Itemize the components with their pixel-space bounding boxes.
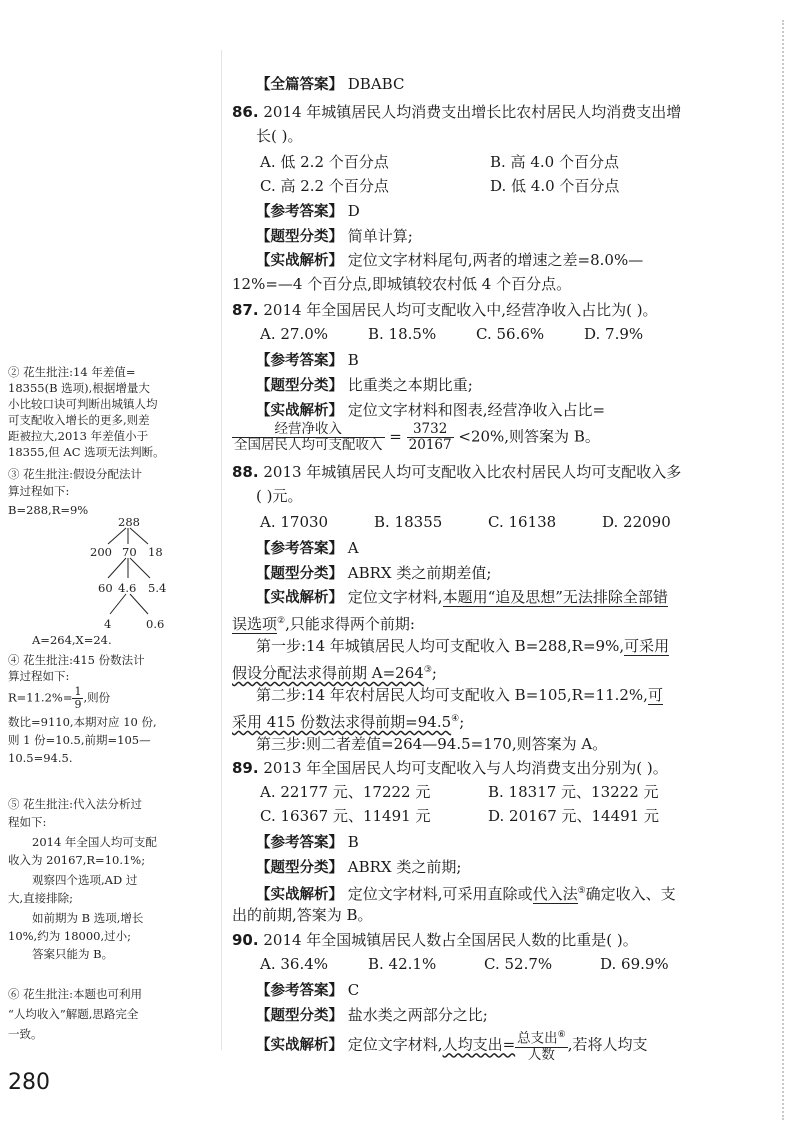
- tree-l2: 60: [98, 581, 113, 595]
- page-number: 280: [8, 1070, 50, 1095]
- q88-analysis-1: 【实战解析】 定位文字材料,本题用“追及思想”无法排除全部错: [256, 588, 668, 606]
- q89-option-a: A. 22177 元、17222 元: [260, 783, 431, 801]
- q90-option-c: C. 52.7%: [484, 955, 553, 973]
- q86-analysis-1: 【实战解析】 定位文字材料尾句,两者的增速之差=8.0%—: [256, 251, 644, 269]
- q88-analysis-2: 误选项②,只能求得两个前期:: [232, 615, 415, 633]
- q89-option-d: D. 20167 元、14491 元: [488, 807, 659, 825]
- dotted-guide-line: [782, 20, 784, 1120]
- all-answers: 【全篇答案】 DBABC: [256, 75, 405, 93]
- q87-type: 【题型分类】 比重类之本期比重;: [256, 376, 473, 394]
- tree-r2: 5.4: [148, 581, 167, 595]
- q90-option-d: D. 69.9%: [600, 955, 669, 973]
- q87-option-a: A. 27.0%: [260, 325, 329, 343]
- tree-root: 288: [118, 515, 140, 529]
- q86-option-d: D. 低 4.0 个百分点: [490, 177, 620, 195]
- q88-step-2a: 第二步:14 年农村居民人均可支配收入 B=105,R=11.2%,可: [256, 686, 663, 704]
- q87-analysis-1: 【实战解析】 定位文字材料和图表,经营净收入占比=: [256, 401, 606, 419]
- q89-type: 【题型分类】 ABRX 类之前期;: [256, 858, 462, 876]
- q90-reference-answer: 【参考答案】 C: [256, 981, 360, 999]
- q87-reference-answer: 【参考答案】 B: [256, 351, 359, 369]
- q86-type: 【题型分类】 简单计算;: [256, 227, 413, 245]
- tree-m1: 70: [122, 545, 137, 559]
- q86-option-b: B. 高 4.0 个百分点: [490, 153, 619, 171]
- q89-reference-answer: 【参考答案】 B: [256, 833, 359, 851]
- q88-step-3: 第三步:则二者差值=264—94.5=170,则答案为 A。: [256, 735, 608, 753]
- q88-stem-2: ( )元。: [256, 487, 303, 505]
- q86-option-a: A. 低 2.2 个百分点: [260, 153, 389, 171]
- q88-type: 【题型分类】 ABRX 类之前期差值;: [256, 564, 492, 582]
- q88-step-1a: 第一步:14 年城镇居民人均可支配收入 B=288,R=9%,可采用: [256, 637, 670, 655]
- q86-reference-answer: 【参考答案】 D: [256, 202, 360, 220]
- q86-stem-2: 长( )。: [256, 127, 303, 145]
- q89-analysis-2: 出的前期,答案为 B。: [232, 906, 373, 924]
- document-page: 【全篇答案】 DBABC 86. 2014 年城镇居民人均消费支出增长比农村居民人均消费支出增 长( )。 A. 低 2.2 个百分点 B. 高 4.0 个百分点 C. 高 2.2 个百分点 D. 低 4.0 个百分点 【参考答案】 D 【题型分类】 简单计算; 【实战解析】 定位文字材料尾句,两者的增速之差=8.0%— 12%=—4 个百分点,即城镇较农村低 4 个百分点。 87. 2014 年全国居民人均可支配收入中,经营净收入占比为( )。 A. 27.0% B. 18.5% C. 56.6% D. 7.9% 【参考答案】 B 【题型分类】 比重类之本期比重; 【实战解析】 定位文字材料和图表,经营净收入占比= $\frac{\text{经营净收入}}{\text{全国居民人均可支配收入}}$ = $\frac{3732}{20167}$ <20%,则答案为 B。 88. 2013 年城镇居民人均可支配收入比农村居民人均可支配收入多 ( )元。 A. 17030 B. 18355 C. 16138 D. 22090 【参考答案】 A 【题型分类】 ABRX 类之前期差值; 【实战解析】 定位文字材料,本题用“追及思想”无法排除全部错 误选项②,只能求得两个前期: 第一步:14 年城镇居民人均可支配收入 B=288,R=9%,可采用 假设分配法求得前期 A=264③; 第二步:14 年农村居民人均可支配收入 B=105,R=11.2%,可 采用 415 份数法求得前期=94.5④; 第三步:则二者差值=264—94.5=170,则答案为 A。 89. 2013 年全国居民人均可支配收入与人均消费支出分别为( )。 A. 22177 元、17222 元 B. 18317 元、13222 元 C. 16367 元、11491 元 D. 20167 元、14491 元 【参考答案】 B 【题型分类】 ABRX 类之前期; 【实战解析】 定位文字材料,可采用直除或代入法⑤确定收入、支 出的前期,答案为 B。 90. 2014 年全国城镇居民人数占全国居民人数的比重是( )。 A. 36.4% B. 42.1% C. 52.7% D. 69.9% 【参考答案】 C 【题型分类】 盐水类之两部分之比; 【实战解析】 定位文字材料,人均支出= $\frac{总支出^⑥}{\text{人数}}$ ,若将人均支 ② 花生批注:14 年差值= 18355(B 选项),根据增量大 小比较口诀可判断出城镇人均 可支配收入增长的更多,则差 距被拉大,2013 年差值小于 18355,但 AC 选项无法判断。 ③ 花生批注:假设分配法计 算过程如下: B=288,R=9% 288 200 70 18 60 4.6 5.4 4 0.6 A=264,X=24. ④ 花生批注:415 份数法计 算过程如下: R=11.2%= $\frac{1}{9}$ ,则份 数比=9110,本期对应 10 份, 则 1 份=10.5,前期=105— 10.5=94.5. ⑤ 花生批注:代入法分析过 程如下: 2014 年全国人均可支配 收入为 20167,R=10.1%; 观察四个选项,AD 过 大,直接排除; 如前期为 B 选项,增长 10%,约为 18000,过小; 答案只能为 B。 ⑥ 花生批注:本题也可利用 “人均收入”解题,思路完全 一致。 280: [0, 0, 800, 1131]
- q88-step-1b: 假设分配法求得前期 A=264③;: [232, 664, 437, 682]
- q89-option-c: C. 16367 元、11491 元: [260, 807, 431, 825]
- allocation-tree-diagram: [60, 514, 200, 634]
- q90-type: 【题型分类】 盐水类之两部分之比;: [256, 1006, 488, 1024]
- tree-l3: 4: [104, 617, 112, 631]
- q86-analysis-2: 12%=—4 个百分点,即城镇较农村低 4 个百分点。: [232, 275, 572, 293]
- q88-stem-1: 88. 2013 年城镇居民人均可支配收入比农村居民人均可支配收入多: [232, 463, 682, 481]
- q88-option-a: A. 17030: [260, 513, 329, 531]
- q90-option-b: B. 42.1%: [368, 955, 437, 973]
- q86-stem-1: 86. 2014 年城镇居民人均消费支出增长比农村居民人均消费支出增: [232, 103, 682, 121]
- q87-option-b: B. 18.5%: [368, 325, 437, 343]
- q89-stem-1: 89. 2013 年全国居民人均可支配收入与人均消费支出分别为( )。: [232, 759, 668, 777]
- q87-fraction-1: $\frac{\text{经营净收入}}{\text{全国居民人均可支配收入}}$: [234, 421, 383, 453]
- margin-divider: [221, 50, 222, 1050]
- q87-analysis-formula: $\frac{\text{经营净收入}}{\text{全国居民人均可支配收入}}$ = $\frac{3732}{20167}$ <20%,则答案为 B。: [234, 421, 600, 453]
- q88-option-b: B. 18355: [374, 513, 443, 531]
- q87-option-c: C. 56.6%: [476, 325, 545, 343]
- q87-fraction-2: $\frac{3732}{20167}$: [408, 421, 452, 453]
- q90-fraction: $\frac{总支出^⑥}{\text{人数}}$: [517, 1030, 566, 1063]
- q88-step-2b: 采用 415 份数法求得前期=94.5④;: [232, 713, 465, 731]
- q87-stem-1: 87. 2014 年全国居民人均可支配收入中,经营净收入占比为( )。: [232, 301, 658, 319]
- q90-analysis-1: 【实战解析】 定位文字材料,人均支出= $\frac{总支出^⑥}{\text{人数}}$ ,若将人均支: [256, 1030, 648, 1063]
- q88-reference-answer: 【参考答案】 A: [256, 539, 359, 557]
- tree-l1: 200: [90, 545, 112, 559]
- tree-r3: 0.6: [146, 617, 165, 631]
- q90-stem-1: 90. 2014 年全国城镇居民人数占全国居民人数的比重是( )。: [232, 931, 638, 949]
- q88-option-d: D. 22090: [602, 513, 671, 531]
- q88-option-c: C. 16138: [488, 513, 557, 531]
- q89-analysis-1: 【实战解析】 定位文字材料,可采用直除或代入法⑤确定收入、支: [256, 885, 676, 903]
- tree-r1: 18: [148, 545, 163, 559]
- q90-option-a: A. 36.4%: [260, 955, 329, 973]
- q89-option-b: B. 18317 元、13222 元: [488, 783, 659, 801]
- q86-option-c: C. 高 2.2 个百分点: [260, 177, 389, 195]
- q87-option-d: D. 7.9%: [584, 325, 644, 343]
- tree-m2: 4.6: [118, 581, 137, 595]
